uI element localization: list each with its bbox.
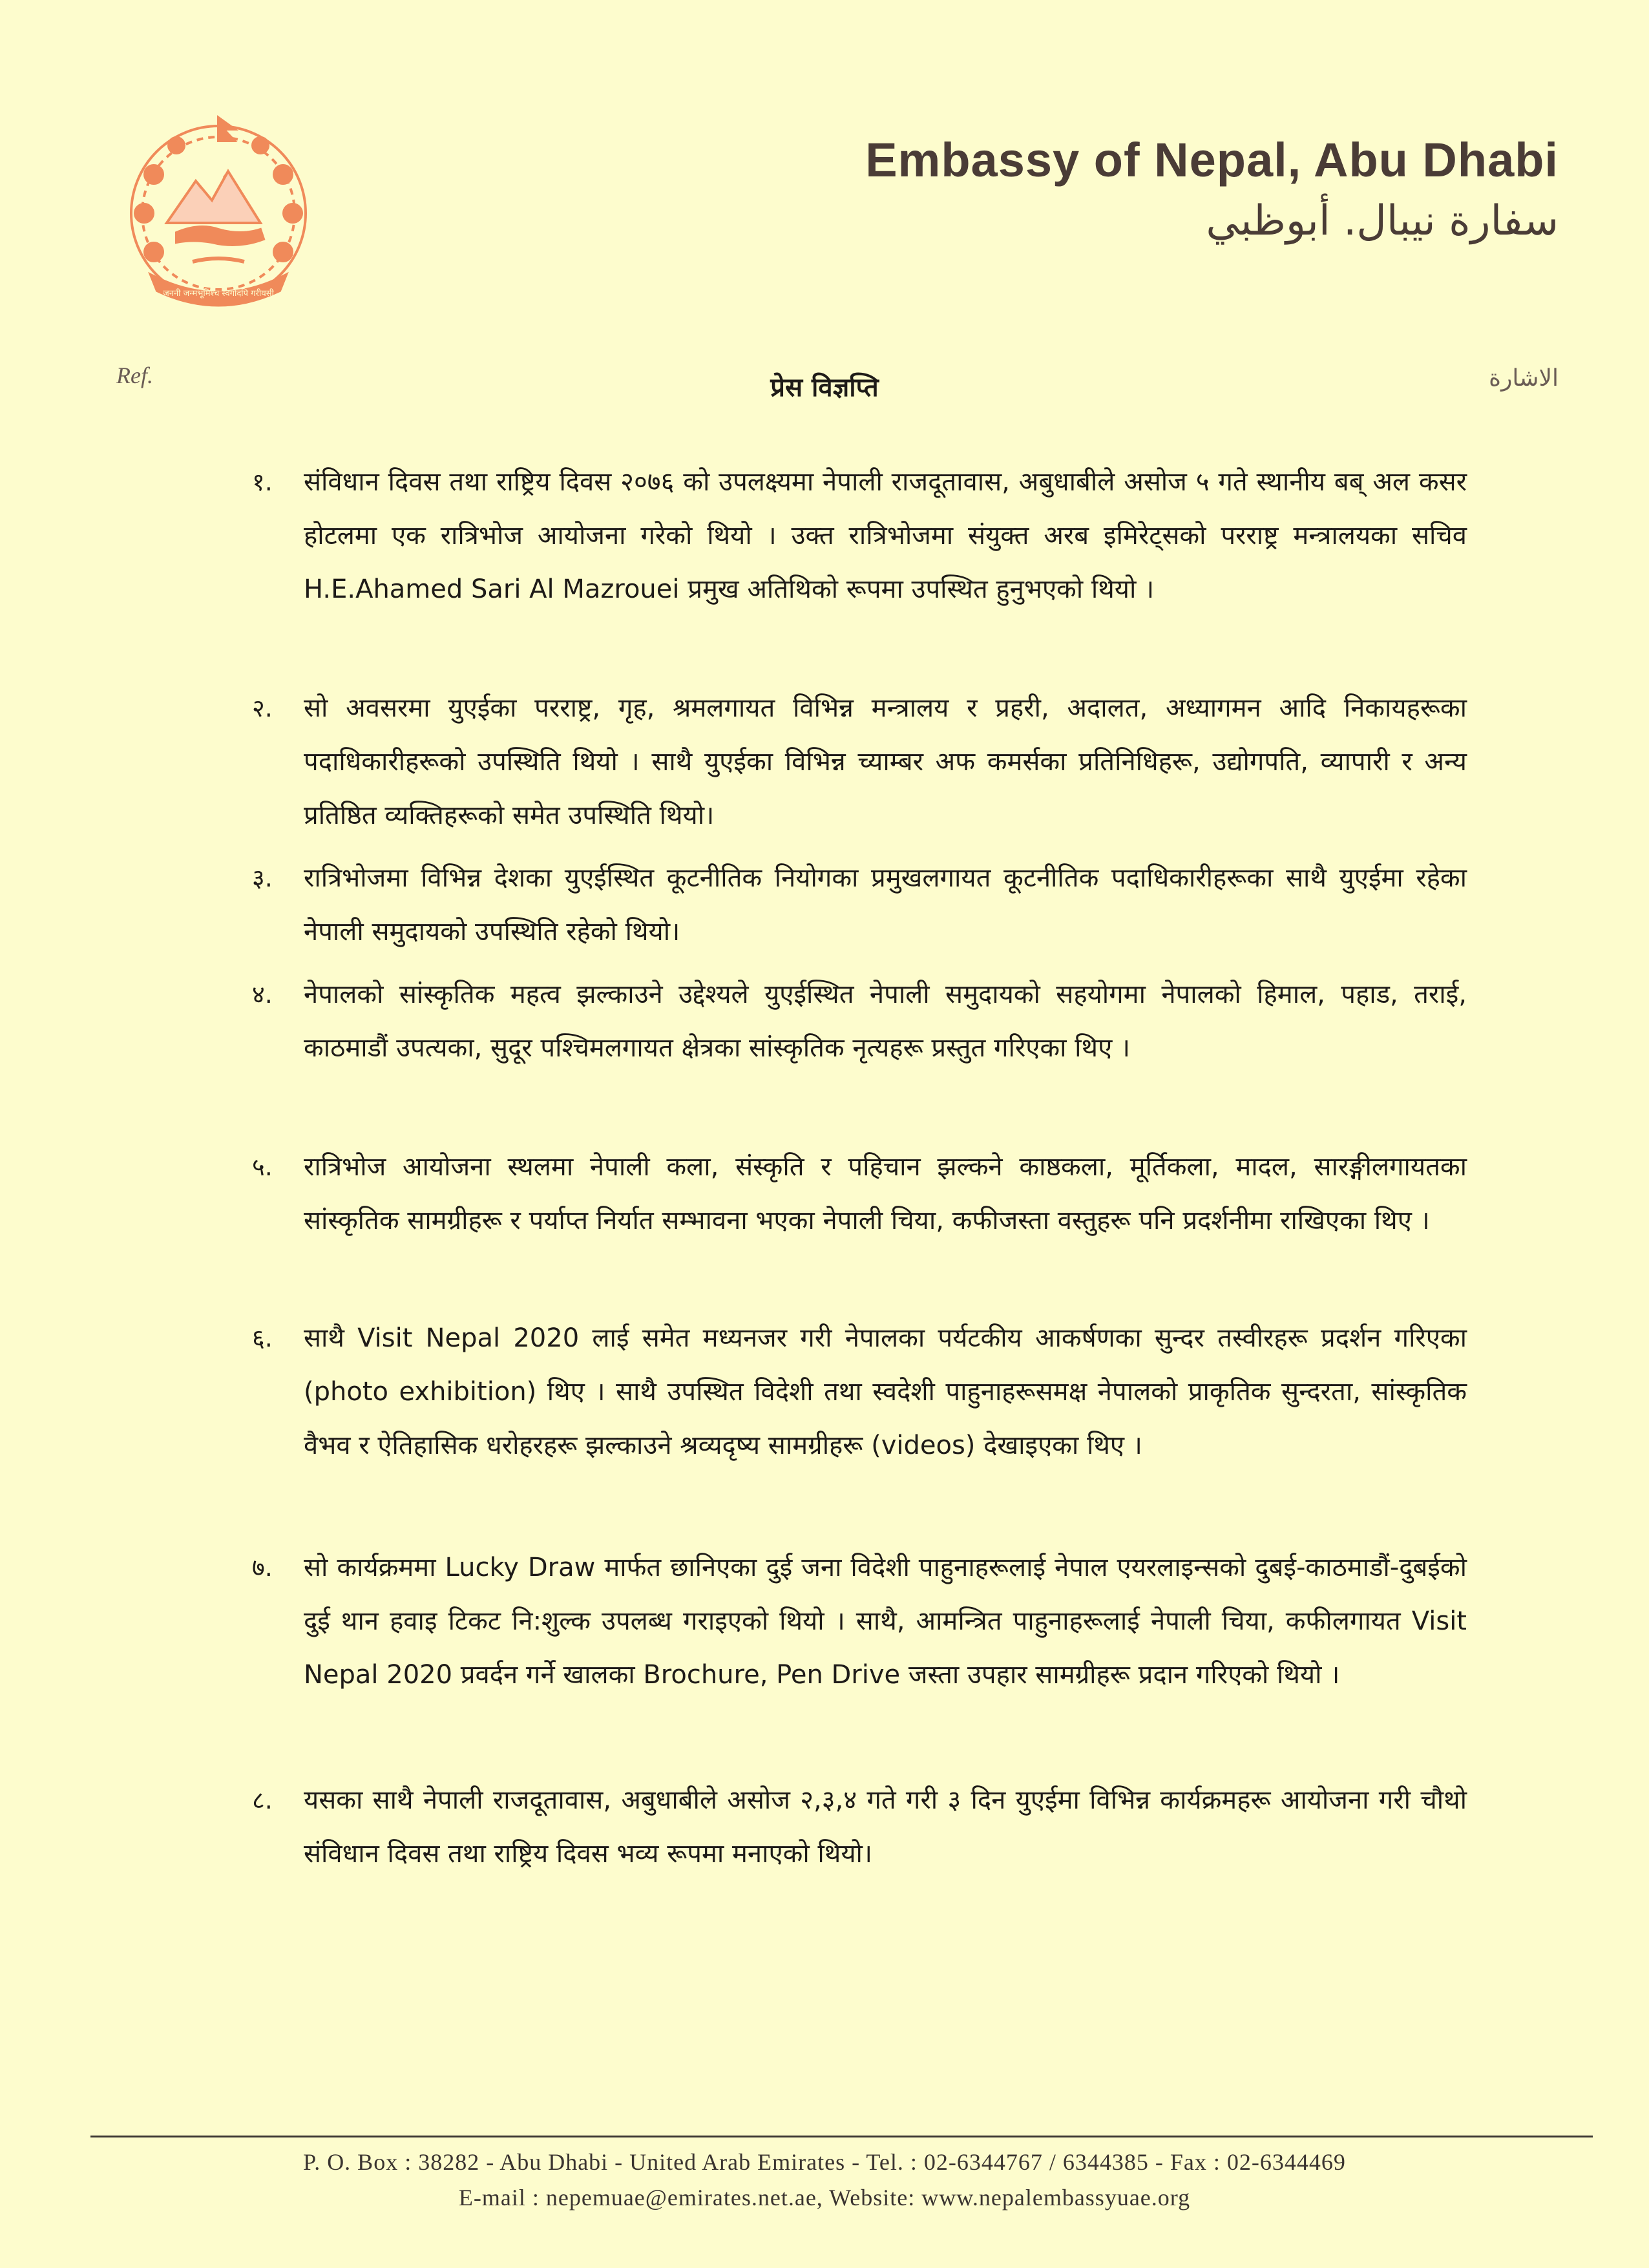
list-item: यसका साथै नेपाली राजदूतावास, अबुधाबीले असोज २,३,४ गते गरी ३ दिन युएईमा विभिन्न कार्यक्रमहरू आयोजना गरी चौथो संविधान दिवस तथा राष्ट्रिय दिवस भव्य रूपमा मनाएको थियो। — [304, 1785, 1467, 1869]
item-number: ४. — [252, 980, 273, 1009]
footer-divider — [90, 2136, 1593, 2137]
item-number: ६. — [252, 1324, 273, 1352]
item-number: ८. — [252, 1786, 273, 1814]
item-number: १. — [252, 468, 273, 496]
ref-label: Ref. — [116, 362, 153, 388]
emblem-motto: जननी जन्मभूमिश्च स्वर्गादपि गरीयसी — [163, 289, 274, 299]
list-item: साथै Visit Nepal 2020 लाई समेत मध्यनजर गरी नेपालका पर्यटकीय आकर्षणका सुन्दर तस्वीरहरू प्रदर्शन गरिएका (photo exhibition) थिए । साथै उपस्थित विदेशी तथा स्वदेशी पाहुनाहरूसमक्ष नेपालको प्राकृतिक सुन्दरता, सांस्कृतिक वैभव र ऐतिहासिक धरोहरहरू झल्काउने श्रव्यदृष्य सामग्रीहरू (videos) देखाइएका थिए । — [304, 1323, 1467, 1460]
item-number: ७. — [252, 1553, 273, 1582]
item-number: २. — [252, 694, 273, 722]
footer-address: P. O. Box : 38282 - Abu Dhabi - United Arab Emirates - Tel. : 02-6344767 / 6344385 - Fax : 02-6344469 — [303, 2149, 1346, 2175]
nepal-emblem-icon — [115, 103, 322, 317]
embassy-title-ar: سفارة نيبال. أبوظبي — [1206, 197, 1559, 245]
item-number: ३. — [252, 864, 273, 892]
list-item: रात्रिभोज आयोजना स्थलमा नेपाली कला, संस्कृति र पहिचान झल्कने काष्ठकला, मूर्तिकला, मादल, सारङ्गीलगायतका सांस्कृतिक सामग्रीहरू र पर्याप्त निर्यात सम्भावना भएका नेपाली चिया, कफीजस्ता वस्तुहरू पनि प्रदर्शनीमा राखिएका थिए । — [304, 1152, 1467, 1235]
list-item: सो कार्यक्रममा Lucky Draw मार्फत छानिएका दुई जना विदेशी पाहुनाहरूलाई नेपाल एयरलाइन्सको दुबई-काठमाडौं-दुबईको दुई थान हवाइ टिकट नि:शुल्क उपलब्ध गराइएको थियो । साथै, आमन्त्रित पाहुनाहरूलाई नेपाली चिया, कफीलगायत Visit Nepal 2020 प्रवर्दन गर्ने खालका Brochure, Pen Drive जस्ता उपहार सामग्रीहरू प्रदान गरिएको थियो । — [304, 1553, 1467, 1690]
list-item: नेपालको सांस्कृतिक महत्व झल्काउने उद्देश्यले युएईस्थित नेपाली समुदायको सहयोगमा नेपालको हिमाल, पहाड, तराई, काठमाडौं उपत्यका, सुदूर पश्चिमलगायत क्षेत्रका सांस्कृतिक नृत्यहरू प्रस्तुत गरिएका थिए । — [304, 980, 1467, 1063]
footer-contact: E-mail : nepemuae@emirates.net.ae, Website: www.nepalembassyuae.org — [458, 2185, 1191, 2210]
list-item: संविधान दिवस तथा राष्ट्रिय दिवस २०७६ को उपलक्ष्यमा नेपाली राजदूतावास, अबुधाबीले असोज ५ गते स्थानीय बब् अल कसर होटलमा एक रात्रिभोज आयोजना गरेको थियो । उक्त रात्रिभोजमा संयुक्त अरब इमिरेट्सको परराष्ट्र मन्त्रालयका सचिव H.E.Ahamed Sari Al Mazrouei प्रमुख अतिथिको रूपमा उपस्थित हुनुभएको थियो । — [304, 467, 1467, 604]
embassy-title-en: Embassy of Nepal, Abu Dhabi — [865, 133, 1559, 187]
page-title: प्रेस विज्ञप्ति — [770, 373, 879, 403]
list-item: रात्रिभोजमा विभिन्न देशका युएईस्थित कूटनीतिक नियोगका प्रमुखलगायत कूटनीतिक पदाधिकारीहरूका साथै युएईमा रहेका नेपाली समुदायको उपस्थिति रहेको थियो। — [304, 863, 1467, 947]
ishara-label: الاشارة — [1489, 365, 1559, 392]
item-number: ५. — [252, 1153, 273, 1181]
list-item: सो अवसरमा युएईका परराष्ट्र, गृह, श्रमलगायत विभिन्न मन्त्रालय र प्रहरी, अदालत, अध्यागमन आदि निकायहरूका पदाधिकारीहरूको उपस्थिति थियो । साथै युएईका विभिन्न च्याम्बर अफ कमर्सका प्रतिनिधिहरू, उद्योगपति, व्यापारी र अन्य प्रतिष्ठित व्यक्तिहरूको समेत उपस्थिति थियो। — [304, 693, 1467, 830]
